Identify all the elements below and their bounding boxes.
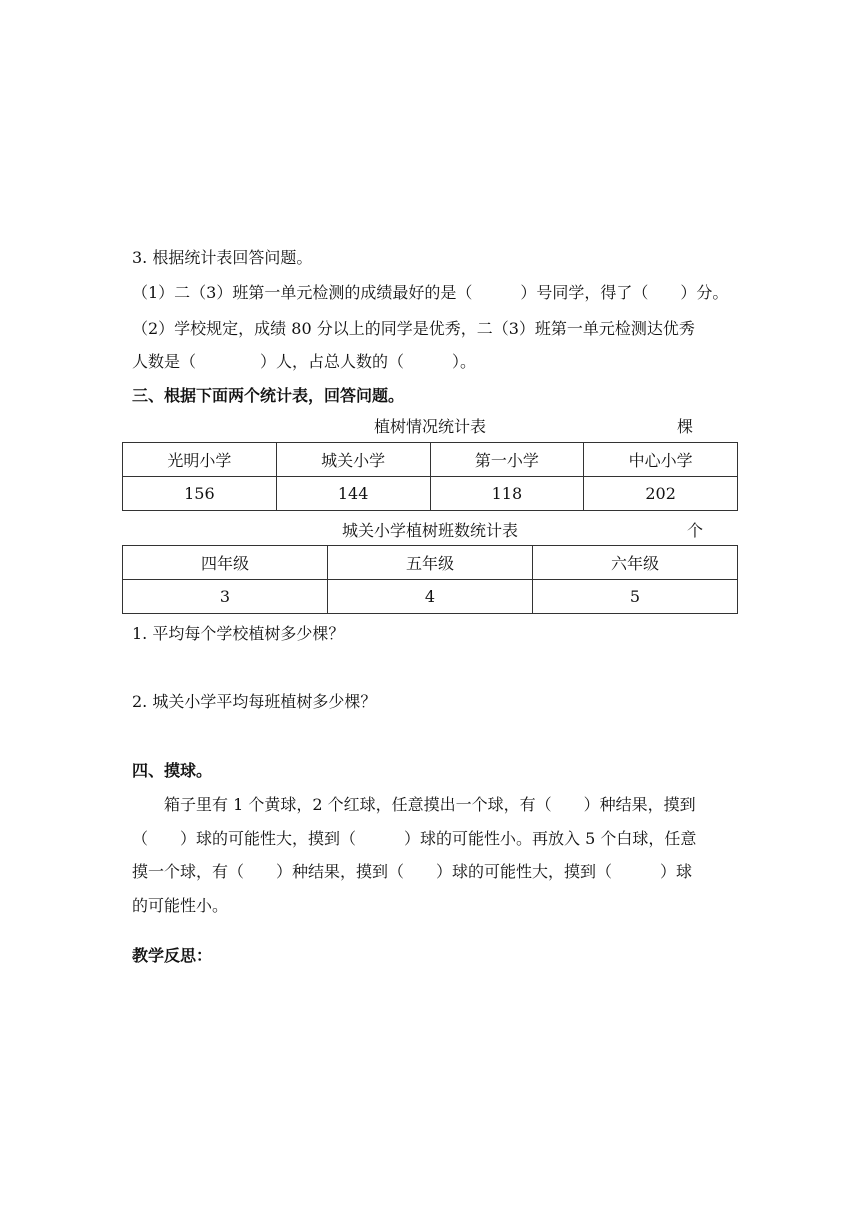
question-3: 3. 根据统计表回答问题。 [132, 248, 313, 267]
reflection-heading: 教学反思： [132, 946, 213, 965]
table2-caption [122, 512, 738, 546]
table2-header-row [123, 546, 738, 580]
table2-value-row [123, 580, 738, 614]
table1-caption [122, 408, 738, 442]
part4-line3: 摸一个球，有（ ）种结果，摸到（ ）球的可能性大，摸到（ ）球 [132, 862, 693, 881]
table1-header: 光明小学 [123, 443, 277, 477]
table1-value: 118 [430, 477, 584, 511]
table2-header: 六年级 [533, 546, 738, 580]
table2-value: 3 [123, 580, 328, 614]
table2-header: 五年级 [328, 546, 533, 580]
table1-value: 144 [276, 477, 430, 511]
table1-value-row [123, 477, 738, 511]
table1-value: 202 [584, 477, 738, 511]
part4-line1: 箱子里有 1 个黄球，2 个红球，任意摸出一个球，有（ ）种结果，摸到 [132, 795, 696, 814]
table1-unit: 棵 [677, 417, 694, 436]
part3-question-2: 2. 城关小学平均每班植树多少棵？ [132, 692, 377, 711]
part4-line4: 的可能性小。 [132, 896, 229, 915]
class-count-table [122, 545, 738, 614]
table1-title: 植树情况统计表 [373, 417, 486, 436]
part3-heading: 三、根据下面两个统计表，回答问题。 [132, 386, 405, 405]
table1-header: 中心小学 [584, 443, 738, 477]
tree-planting-table [122, 442, 738, 511]
table1-header: 第一小学 [430, 443, 584, 477]
question-3-1: （1）二（3）班第一单元检测的成绩最好的是（ ）号同学，得了（ ）分。 [132, 283, 729, 302]
table1-value: 156 [123, 477, 277, 511]
table2-value: 4 [328, 580, 533, 614]
question-3-2-line1: （2）学校规定，成绩 80 分以上的同学是优秀，二（3）班第一单元检测达优秀 [132, 319, 695, 338]
table2-unit: 个 [687, 521, 704, 540]
part4-line2: （ ）球的可能性大，摸到（ ）球的可能性小。再放入 5 个白球，任意 [132, 829, 697, 848]
table2-header: 四年级 [123, 546, 328, 580]
part3-question-1: 1. 平均每个学校植树多少棵？ [132, 624, 345, 643]
part4-heading: 四、摸球。 [132, 761, 213, 780]
table1-header-row [123, 443, 738, 477]
question-3-2-line2: 人数是（ ）人，占总人数的（ ）。 [132, 352, 477, 371]
table2-value: 5 [533, 580, 738, 614]
table2-title: 城关小学植树班数统计表 [341, 521, 518, 540]
table1-header: 城关小学 [276, 443, 430, 477]
